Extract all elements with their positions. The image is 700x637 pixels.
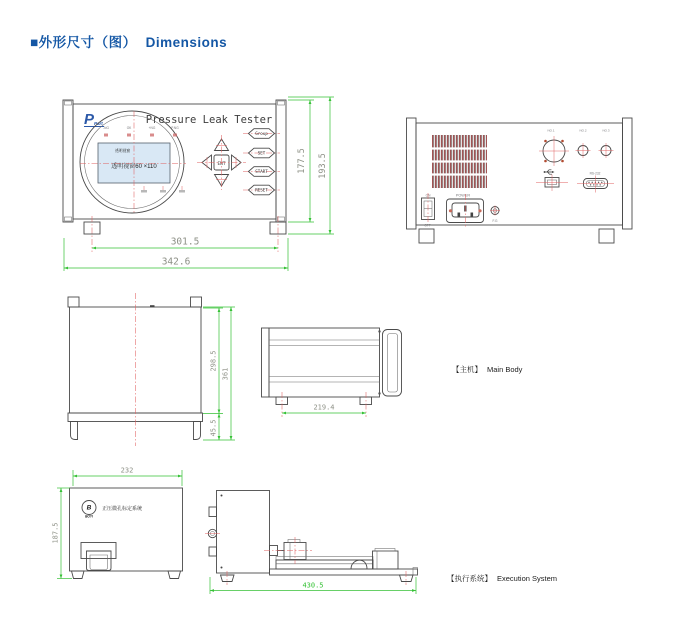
lower-key-row xyxy=(141,186,185,193)
group-button-label: Group xyxy=(255,131,268,137)
dim-342-6: 342.6 xyxy=(161,256,191,268)
rear-foot-right xyxy=(599,229,614,243)
indicator-led xyxy=(173,134,177,137)
execution-side-view xyxy=(205,491,418,595)
handle xyxy=(383,330,402,397)
logo-p: P xyxy=(84,111,95,128)
usb-icon xyxy=(544,170,555,174)
side-body xyxy=(269,328,380,397)
dim-193-5: 193.5 xyxy=(318,153,328,179)
rear-right-rail xyxy=(623,118,633,229)
power-group xyxy=(422,193,501,228)
vent-grille xyxy=(430,149,488,175)
front-left-rail xyxy=(63,100,73,222)
logo-text: Part xyxy=(94,121,103,126)
execution-label-en: Execution System xyxy=(497,574,558,583)
dim-301-5: 301.5 xyxy=(170,236,200,248)
dim-187-5: 187.5 xyxy=(51,522,60,544)
rear-left-rail xyxy=(407,118,417,229)
execution-label-zh: 【执行系统】 xyxy=(447,574,492,583)
indicator-label: +NG xyxy=(148,126,156,130)
dim-298-5: 298.5 xyxy=(209,350,218,372)
lcd-main-text: 透明视窗60 ×110 xyxy=(111,164,157,170)
front-panel-view xyxy=(63,100,286,252)
ent-label: ENT xyxy=(217,161,226,167)
indicator-label: P.NG xyxy=(171,126,179,130)
execution-front-view xyxy=(52,467,183,579)
device-title: Pressure Leak Tester xyxy=(145,114,273,126)
main-body-top-view xyxy=(68,293,235,446)
main-body-label-en: Main Body xyxy=(487,365,523,374)
exec-side-box xyxy=(217,491,270,574)
rs232-port xyxy=(577,172,614,193)
dim-430-5: 430.5 xyxy=(302,581,324,590)
indicator-led xyxy=(150,134,154,137)
boyi-logo-text: BOYI xyxy=(85,514,93,519)
svg-text:B: B xyxy=(86,504,92,512)
execution-caption xyxy=(447,573,557,583)
switch-off-label: OFF xyxy=(424,223,431,228)
rear-foot-left xyxy=(419,229,434,243)
boyi-logo xyxy=(82,501,96,519)
dim-361: 361 xyxy=(221,367,230,381)
indicator-led xyxy=(127,134,131,137)
exec-knob-bottom xyxy=(209,547,217,556)
dpad xyxy=(197,135,246,190)
port2-label: NO.2 xyxy=(579,128,587,133)
motor-block xyxy=(373,551,399,569)
indicator-label: OK xyxy=(126,126,132,130)
slide-rail xyxy=(276,560,373,569)
baseplate xyxy=(270,569,418,575)
title-en: Dimensions xyxy=(145,35,228,50)
air-ports xyxy=(539,129,614,167)
title-zh: 外形尺寸（图） xyxy=(38,35,137,50)
exec-panel-text: 正压微孔标定系统 xyxy=(102,506,143,512)
exec-knob-top xyxy=(209,507,217,517)
main-body-caption xyxy=(452,364,523,374)
brand-logo xyxy=(84,111,104,128)
dim-232: 232 xyxy=(120,466,134,475)
front-right-rail xyxy=(276,100,286,222)
usb-port xyxy=(536,170,568,191)
port3-label: NO.3 xyxy=(602,128,610,133)
start-button-label: START xyxy=(255,169,268,175)
dim-219-4: 219.4 xyxy=(313,403,335,412)
reset-button-label: RESET xyxy=(255,187,268,193)
switch-on-label: ON xyxy=(425,193,431,198)
indicator-label: -NG xyxy=(103,126,109,130)
fg-label: F.G xyxy=(492,219,498,223)
dim-45-5: 45.5 xyxy=(209,419,218,437)
rs232-label: RS-232 xyxy=(589,171,601,176)
lcd-small-text: 透明视窗 xyxy=(115,149,131,153)
main-body-side-view xyxy=(262,328,402,417)
port1-label: NO.1 xyxy=(547,128,555,133)
title-bullet-icon: ■ xyxy=(30,35,39,50)
set-button-label: SET xyxy=(257,150,266,156)
dim-177-5: 177.5 xyxy=(297,148,307,174)
power-label: POWER xyxy=(455,193,471,198)
indicator-led xyxy=(104,134,108,137)
cable-loop xyxy=(351,560,367,569)
main-body-label-zh: 【主机】 xyxy=(452,365,482,374)
function-buttons xyxy=(243,129,280,195)
rear-panel-view xyxy=(407,118,633,243)
